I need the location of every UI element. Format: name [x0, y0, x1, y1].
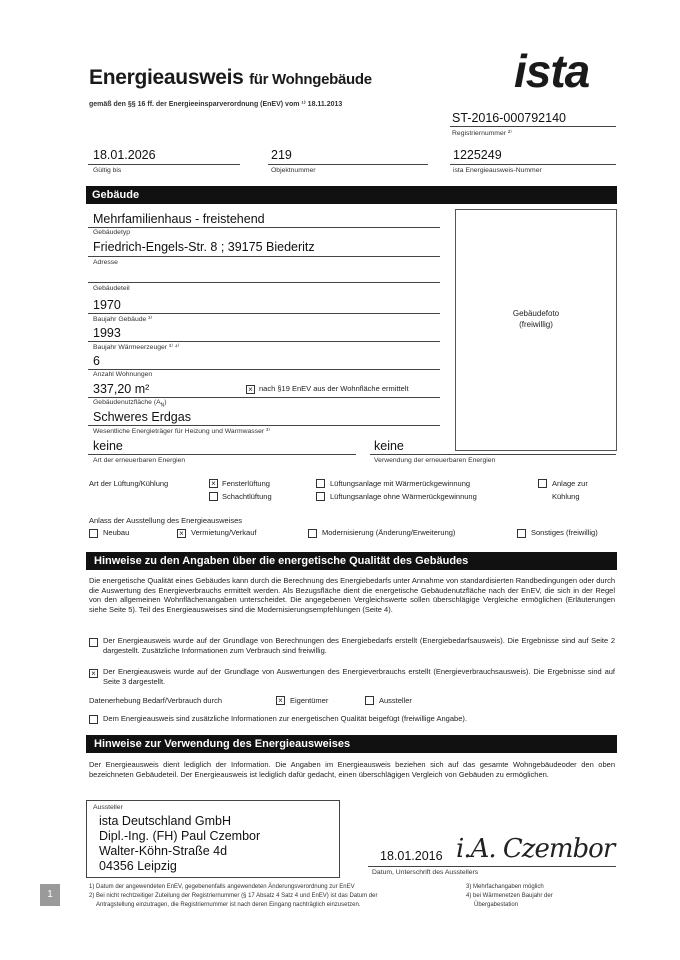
ventilation-label: Art der Lüftung/Kühlung: [89, 479, 169, 488]
section-quality-title: Hinweise zu den Angaben über die energetische Qualität des Gebäudes: [86, 552, 617, 570]
year-heater-value: 1993: [93, 326, 121, 340]
consumption-option-text: Der Energieausweis wurde auf der Grundlage von Auswertungen des Energieverbrauchs erstellt (Energieverbrauchsausweis). Die Ergebnisse sind auf Seite 3 dargestellt.: [103, 667, 615, 686]
section-building-title: Gebäude: [86, 186, 617, 204]
reason-label: Anlass der Ausstellung des Energieausweises: [89, 516, 243, 525]
area-enev-label: nach §19 EnEV aus der Wohnfläche ermittelt: [259, 384, 409, 393]
issue-date: 18.01.2016: [380, 849, 443, 863]
vent-window-checkbox[interactable]: ×: [209, 479, 218, 488]
vent-cooling-label-1: Anlage zur: [552, 479, 588, 488]
photo-label-1: Gebäudefoto: [512, 309, 560, 318]
units-label: Anzahl Wohnungen: [93, 371, 153, 378]
building-part-label: Gebäudeteil: [93, 285, 130, 292]
renewable-use-value: keine: [374, 439, 404, 453]
issuer-label: Aussteller: [93, 804, 123, 811]
footnote-2: 2) Bei nicht rechtzeitiger Zuteilung der Registriernummer (§ 17 Absatz 4 Satz 4 und EnEV) ist das Datum der: [89, 893, 378, 899]
issuer-option-label: Aussteller: [379, 696, 412, 705]
reason-rent-label: Vermietung/Verkauf: [191, 528, 257, 537]
page-number: 1: [40, 884, 60, 906]
renewable-type-label: Art der erneuerbaren Energien: [93, 457, 186, 464]
title-text: Energieausweis: [89, 66, 244, 89]
issuer-line-4: 04356 Leipzig: [99, 859, 177, 873]
building-type-label: Gebäudetyp: [93, 229, 131, 236]
photo-label-2: (freiwillig): [519, 320, 553, 329]
footnote-2b: Antragstellung einzutragen, die Registriernummer ist nach deren Eingang nachträglich einzusetzen.: [96, 902, 361, 908]
year-heater-label: Baujahr Wärmeerzeuger ³⁾ ⁴⁾: [93, 344, 180, 351]
registration-number-label: Registriernummer ²⁾: [452, 130, 512, 137]
reason-other-label: Sonstiges (freiwillig): [531, 528, 598, 537]
owner-label: Eigentümer: [290, 696, 329, 705]
footnote-3: 3) Mehrfachangaben möglich: [466, 884, 544, 890]
demand-checkbox[interactable]: [89, 638, 98, 647]
section-usage-title: Hinweise zur Verwendung des Energieausweises: [86, 735, 617, 753]
vent-shaft-checkbox[interactable]: [209, 492, 218, 501]
building-photo-box: [455, 209, 617, 451]
usage-text: Der Energieausweis dient lediglich der Information. Die Angaben im Energieausweis beziehen sich auf das gesamte Wohngebäudeoder den oben bezeichneten Gebäudeteil. Der Energieausweis ist lediglich dafür gedacht, einen überschlägigen Vergleich von Gebäuden zu ermöglichen.: [89, 760, 615, 779]
consumption-checkbox[interactable]: ×: [89, 669, 98, 678]
footnote-4: 4) bei Wärmenetzen Baujahr der: [466, 893, 553, 899]
signature: i.A. Czembor: [456, 834, 615, 864]
issuer-line-3: Walter-Köhn-Straße 4d: [99, 844, 228, 858]
reason-new-checkbox[interactable]: [89, 529, 98, 538]
signature-label: Datum, Unterschrift des Ausstellers: [372, 869, 479, 876]
reason-other-checkbox[interactable]: [517, 529, 526, 538]
owner-checkbox[interactable]: ×: [276, 696, 285, 705]
document-subtitle: gemäß den §§ 16 ff. der Energieeinsparverordnung (EnEV) vom ¹⁾ 18.11.2013: [89, 101, 343, 108]
data-collection-label: Datenerhebung Bedarf/Verbrauch durch: [89, 696, 223, 705]
footnote-1: 1) Datum der angewendeten EnEV, gegebenenfalls angewendeten Änderungsverordnung zur EnEV: [89, 884, 355, 890]
vent-hr-label: Lüftungsanlage mit Wärmerückgewinnung: [330, 479, 471, 488]
footnote-4b: Übergabestation: [474, 902, 519, 908]
renewable-use-label: Verwendung der erneuerbaren Energien: [374, 457, 496, 464]
vent-shaft-label: Schachtlüftung: [222, 492, 272, 501]
vent-nohr-label: Lüftungsanlage ohne Wärmerückgewinnung: [330, 492, 477, 501]
issuer-line-1: ista Deutschland GmbH: [99, 814, 232, 828]
object-number-value: 219: [271, 148, 292, 162]
ista-logo: ista: [514, 45, 590, 97]
energy-carrier-value: Schweres Erdgas: [93, 410, 191, 424]
units-value: 6: [93, 354, 100, 368]
energy-carrier-label: Wesentliche Energieträger für Heizung und Warmwasser ³⁾: [93, 428, 270, 435]
reason-modern-checkbox[interactable]: [308, 529, 317, 538]
vent-cooling-checkbox[interactable]: [538, 479, 547, 488]
area-value: 337,20 m²: [93, 382, 150, 396]
vent-hr-checkbox[interactable]: [316, 479, 325, 488]
issuer-checkbox[interactable]: [365, 696, 374, 705]
reason-modern-label: Modernisierung (Änderung/Erweiterung): [322, 528, 456, 537]
area-enev-checkbox[interactable]: ×: [246, 385, 255, 394]
area-label: Gebäudenutzfläche $(A_N)$: [93, 399, 167, 409]
building-type-value: Mehrfamilienhaus - freistehend: [93, 212, 265, 226]
ista-number-label: ista Energieausweis-Nummer: [453, 167, 542, 174]
renewable-type-value: keine: [93, 439, 123, 453]
vent-window-label: Fensterlüftung: [222, 479, 270, 488]
reason-rent-checkbox[interactable]: ×: [177, 529, 186, 538]
vent-cooling-label-2: Kühlung: [552, 492, 580, 501]
valid-until-label: Gültig bis: [93, 167, 122, 174]
issuer-line-2: Dipl.-Ing. (FH) Paul Czembor: [99, 829, 261, 843]
issuer-box: [86, 800, 340, 878]
object-number-label: Objektnummer: [271, 167, 316, 174]
quality-intro: Die energetische Qualität eines Gebäudes kann durch die Berechnung des Energiebedarfs unter Annahme von standardisierten Randbedingungen oder durch die Auswertung des Energieverbrauchs ermittelt werden. Als Bezugsfläche dient die energetische Gebäudenutzfläche nach der EnEV, die sich in der Regel von den allgemeinen Wohnflächenangaben unterscheidet. Die angegebenen Vergleichswerte sollen überschlägige Vergleiche ermöglichen (Erläuterungen siehe Seite 5). Teil des Energieausweises sind die Modernisierungsempfehlungen (Seite 4).: [89, 576, 615, 614]
additional-info-checkbox[interactable]: [89, 715, 98, 724]
issuer-address: [99, 814, 260, 874]
vent-nohr-checkbox[interactable]: [316, 492, 325, 501]
additional-info-label: Dem Energieausweis sind zusätzliche Informationen zur energetischen Qualität beigefügt (freiwillige Angabe).: [103, 714, 467, 723]
ista-number-value: 1225249: [453, 148, 502, 162]
registration-number: ST-2016-000792140: [452, 111, 566, 125]
demand-option-text: Der Energieausweis wurde auf der Grundlage von Berechnungen des Energiebedarfs erstellt (Energiebedarfsausweis). Die Ergebnisse sind auf Seite 2 dargestellt. Zusätzliche Informationen zum Verbrauch sind freiwillig.: [103, 636, 615, 655]
reason-new-label: Neubau: [103, 528, 130, 537]
title-suffix: für Wohngebäude: [249, 71, 372, 88]
year-built-value: 1970: [93, 298, 121, 312]
document-title: [89, 66, 372, 90]
year-built-label: Baujahr Gebäude ³⁾: [93, 316, 153, 323]
address-label: Adresse: [93, 259, 118, 266]
valid-until-value: 18.01.2026: [93, 148, 156, 162]
address-value: Friedrich-Engels-Str. 8 ; 39175 Biederitz: [93, 240, 315, 254]
